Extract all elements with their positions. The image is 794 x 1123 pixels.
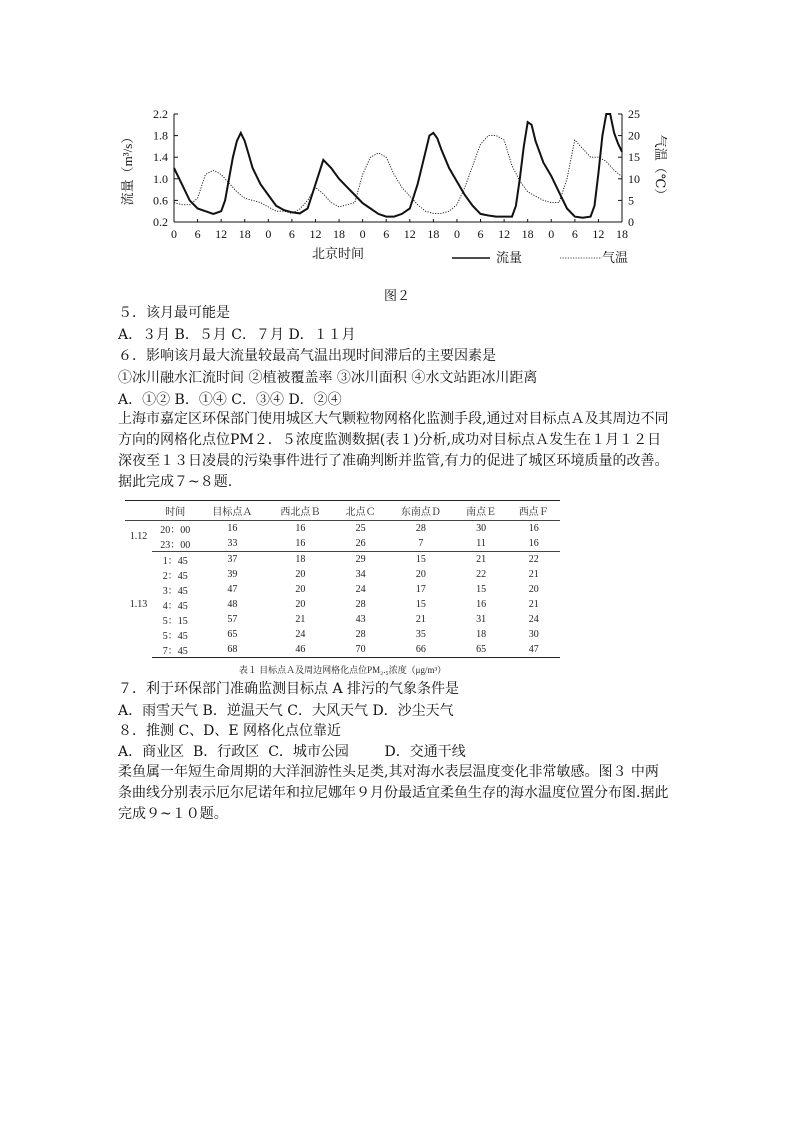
x-tick-label: 12 — [498, 227, 511, 241]
table-row — [125, 642, 560, 658]
passage-line: 上海市嘉定区环保部门使用城区大气颗粒物网格化监测手段,通过对目标点Ａ及其周边不同 — [118, 411, 669, 427]
chart-labels — [120, 128, 668, 265]
table-row — [125, 627, 560, 642]
value-cell: 24 — [355, 584, 366, 595]
legend-temperature-label: 气温 — [602, 250, 629, 265]
value-cell: 20 — [295, 569, 306, 580]
table-row — [125, 521, 560, 537]
right-tick-label: 15 — [628, 150, 640, 165]
header-d: 东南点Ｄ — [387, 501, 455, 521]
value-cell: 28 — [355, 599, 366, 610]
value-cell: 65 — [227, 629, 238, 640]
passage-line: 完成９~１０题。 — [118, 806, 228, 822]
value-cell: 30 — [476, 523, 487, 534]
x-tick-label: 18 — [333, 227, 346, 241]
question-6-options: A．①② B．①④ C．③④ D．②④ — [118, 392, 342, 408]
value-cell: 28 — [355, 629, 366, 640]
x-tick-label: 6 — [194, 227, 201, 241]
table-row — [125, 597, 560, 612]
value-cell: 65 — [455, 642, 508, 658]
right-tick-label: 25 — [628, 107, 640, 121]
time-cell: 23：00 — [152, 536, 198, 552]
left-axis-title: 流量（m³/s） — [120, 130, 135, 206]
value-cell: 15 — [476, 584, 487, 595]
chart-series — [174, 114, 622, 218]
value-cell: 20 — [295, 584, 306, 595]
value-cell: 16 — [507, 536, 560, 552]
x-tick-label: 12 — [215, 227, 228, 241]
value-cell: 16 — [476, 599, 487, 610]
value-cell: 39 — [227, 569, 238, 580]
value-cell: 46 — [266, 642, 334, 658]
header-b: 西北点Ｂ — [266, 501, 334, 521]
time-cell: 5：15 — [162, 616, 188, 627]
left-tick-label: 1.0 — [153, 171, 168, 186]
time-cell: 5：45 — [162, 631, 188, 642]
question-8-stem: ８．推测 C、D、E 网格化点位靠近 — [118, 723, 342, 739]
x-tick-label: 6 — [383, 227, 390, 241]
question-6-factors: ①冰川融水汇流时间 ②植被覆盖率 ③冰川面积 ④水文站距冰川距离 — [118, 370, 538, 386]
time-cell: 2：45 — [162, 571, 188, 582]
x-tick-label: 12 — [403, 227, 416, 241]
value-cell: 70 — [334, 642, 387, 658]
x-axis-title: 北京时间 — [311, 246, 365, 261]
time-cell: 1：45 — [162, 556, 188, 567]
value-cell: 16 — [227, 523, 238, 534]
chart-ticks — [153, 107, 640, 241]
value-cell: 31 — [476, 614, 487, 625]
question-6-stem: ６．影响该月最大流量较最高气温出现时间滞后的主要因素是 — [118, 348, 496, 364]
x-tick-label: 0 — [265, 227, 272, 241]
figure-2-caption: 图２ — [383, 289, 410, 304]
value-cell: 11 — [455, 536, 508, 552]
passage-line: 柔鱼属一年短生命周期的大洋洄游性头足类,其对海水表层温度变化非常敏感。图３ 中两 — [118, 764, 659, 780]
value-cell: 16 — [528, 523, 539, 534]
value-cell: 37 — [227, 554, 238, 565]
table-header-row — [125, 501, 560, 521]
header-time: 时间 — [152, 501, 198, 521]
left-tick-label: 0.6 — [153, 193, 168, 208]
value-cell: 22 — [476, 569, 487, 580]
value-cell: 30 — [528, 629, 539, 640]
time-cell: 3：45 — [162, 586, 188, 597]
right-tick-label: 5 — [628, 193, 634, 208]
time-cell: 20：00 — [160, 525, 191, 536]
value-cell: 47 — [507, 642, 560, 658]
value-cell: 15 — [415, 599, 426, 610]
passage-line: 条曲线分别表示厄尔尼诺年和拉尼娜年９月份最适宜柔鱼生存的海水温度位置分布图.据此 — [118, 785, 669, 801]
table-row — [125, 567, 560, 582]
flow-temperature-chart — [110, 100, 668, 285]
x-tick-label: 0 — [359, 227, 366, 241]
table-row — [125, 552, 560, 568]
question-7-stem: ７．利于环保部门准确监测目标点 A 排污的气象条件是 — [118, 681, 460, 697]
question-8-options: A．商业区 B．行政区 C．城市公园 D．交通干线 — [118, 744, 466, 760]
table-1-caption: 表１ 目标点Ａ及周边网格化点位PM₂.₅浓度（μg/m³） — [238, 665, 447, 675]
value-cell: 21 — [415, 614, 426, 625]
value-cell: 68 — [198, 642, 266, 658]
value-cell: 21 — [528, 599, 539, 610]
x-tick-label: 12 — [592, 227, 605, 241]
header-a: 目标点Ａ — [198, 501, 266, 521]
value-cell: 47 — [227, 584, 238, 595]
value-cell: 57 — [227, 614, 238, 625]
right-tick-label: 10 — [628, 171, 640, 186]
header-f: 西点Ｆ — [507, 501, 560, 521]
x-tick-label: 0 — [453, 227, 460, 241]
right-tick-label: 0 — [628, 215, 634, 229]
passage-line: 深夜至１３日凌晨的污染事件进行了准确判断并监管,有力的促进了城区环境质量的改善。 — [118, 453, 669, 469]
date-cell: 1.13 — [129, 599, 148, 610]
question-5-stem: ５．该月最可能是 — [118, 305, 230, 321]
left-tick-label: 0.2 — [153, 215, 168, 229]
value-cell: 34 — [355, 569, 366, 580]
value-cell: 17 — [415, 584, 426, 595]
value-cell: 35 — [415, 629, 426, 640]
value-cell: 43 — [355, 614, 366, 625]
right-axis-title: 气温（℃） — [653, 134, 668, 202]
header-c: 北点Ｃ — [334, 501, 387, 521]
x-tick-label: 0 — [548, 227, 555, 241]
x-tick-label: 18 — [427, 227, 440, 241]
x-tick-label: 6 — [477, 227, 484, 241]
table-row — [125, 612, 560, 627]
chart-axes — [174, 114, 622, 222]
value-cell: 21 — [528, 569, 539, 580]
value-cell: 16 — [295, 523, 306, 534]
time-cell: 4：45 — [162, 601, 188, 612]
value-cell: 7 — [387, 536, 455, 552]
time-cell: 7：45 — [152, 642, 198, 658]
passage-pm25 — [118, 409, 684, 493]
header-date — [125, 501, 152, 521]
value-cell: 18 — [295, 554, 306, 565]
legend-flow-label: 流量 — [496, 250, 523, 265]
value-cell: 21 — [295, 614, 306, 625]
value-cell: 24 — [295, 629, 306, 640]
x-tick-label: 6 — [571, 227, 578, 241]
table-row — [125, 536, 560, 552]
temperature-series-line — [174, 136, 622, 214]
x-tick-label: 6 — [288, 227, 295, 241]
x-tick-label: 0 — [171, 227, 177, 241]
value-cell: 25 — [355, 523, 366, 534]
x-tick-label: 18 — [238, 227, 251, 241]
value-cell: 15 — [415, 554, 426, 565]
value-cell: 24 — [528, 614, 539, 625]
date-cell: 1.12 — [129, 530, 148, 542]
pm25-table — [125, 500, 560, 658]
value-cell: 29 — [355, 554, 366, 565]
right-tick-label: 20 — [628, 128, 640, 143]
x-tick-label: 18 — [616, 227, 628, 241]
passage-line: 据此完成７~８题. — [118, 474, 233, 490]
value-cell: 21 — [476, 554, 487, 565]
header-e: 南点Ｅ — [455, 501, 508, 521]
value-cell: 20 — [295, 599, 306, 610]
value-cell: 26 — [334, 536, 387, 552]
value-cell: 48 — [227, 599, 238, 610]
x-tick-label: 18 — [521, 227, 534, 241]
question-5-options: A．３月 B．５月 C．７月 D．１１月 — [118, 327, 356, 343]
left-tick-label: 2.2 — [153, 107, 168, 121]
question-7-options: A．雨雪天气 B．逆温天气 C．大风天气 D．沙尘天气 — [118, 703, 454, 719]
left-tick-label: 1.4 — [153, 150, 168, 165]
value-cell: 22 — [528, 554, 539, 565]
flow-series-line — [174, 114, 622, 218]
value-cell: 33 — [198, 536, 266, 552]
left-tick-label: 1.8 — [153, 128, 168, 143]
value-cell: 20 — [528, 584, 539, 595]
value-cell: 20 — [415, 569, 426, 580]
value-cell: 28 — [415, 523, 426, 534]
x-tick-label: 12 — [309, 227, 322, 241]
value-cell: 66 — [387, 642, 455, 658]
table-row — [125, 582, 560, 597]
value-cell: 18 — [476, 629, 487, 640]
value-cell: 16 — [266, 536, 334, 552]
passage-line: 方向的网格化点位PM２．５浓度监测数据(表１)分析,成功对目标点Ａ发生在１月１２日 — [118, 432, 662, 448]
passage-squid — [118, 762, 684, 825]
